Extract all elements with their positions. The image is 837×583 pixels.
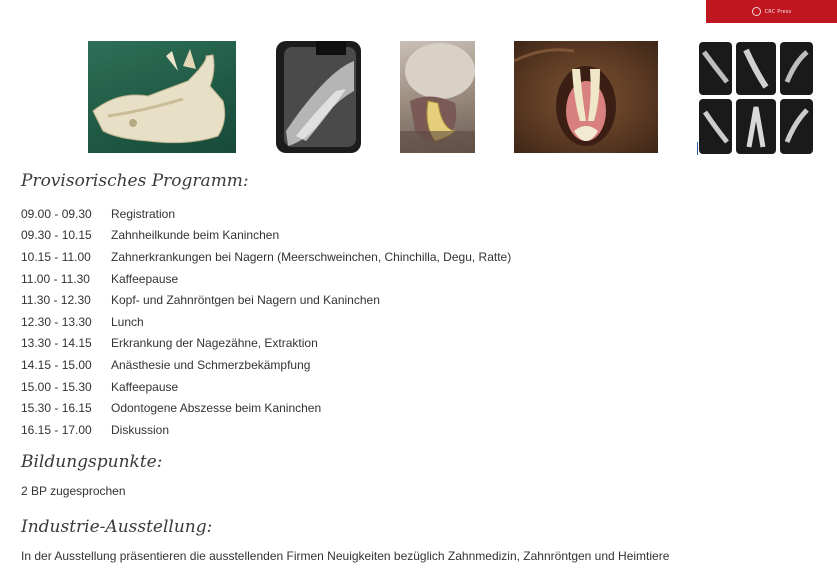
program-schedule xyxy=(21,203,721,441)
schedule-title: Zahnheilkunde beim Kaninchen xyxy=(111,228,280,243)
schedule-row xyxy=(21,354,721,376)
schedule-time: 11.00 - 11.30 xyxy=(21,271,90,286)
schedule-row xyxy=(21,225,721,247)
schedule-title: Registration xyxy=(111,206,176,221)
schedule-time: 09.00 - 09.30 xyxy=(21,206,92,221)
schedule-time: 14.15 - 15.00 xyxy=(21,357,92,372)
schedule-time: 10.15 - 11.00 xyxy=(21,249,91,264)
schedule-time: 11.30 - 12.30 xyxy=(21,293,91,308)
text-cursor xyxy=(697,142,698,155)
schedule-title: Kopf- und Zahnröntgen bei Nagern und Kaninchen xyxy=(111,293,380,308)
schedule-time: 15.30 - 16.15 xyxy=(21,401,92,416)
publisher-banner[interactable] xyxy=(706,0,837,23)
schedule-title: Diskussion xyxy=(111,422,170,437)
schedule-title: Zahnerkrankungen bei Nagern (Meerschweinchen, Chinchilla, Degu, Ratte) xyxy=(111,249,512,264)
banner-logo-text: CRC Press xyxy=(764,8,792,15)
schedule-title: Kaffeepause xyxy=(111,271,179,286)
schedule-time: 12.30 - 13.30 xyxy=(21,314,92,329)
schedule-time: 13.30 - 14.15 xyxy=(21,336,92,351)
jaw-bone-photo xyxy=(88,41,236,153)
schedule-row xyxy=(21,311,721,333)
industrie-heading: Industrie-Ausstellung: xyxy=(21,517,213,537)
program-heading: Provisorisches Programm: xyxy=(21,171,249,191)
schedule-row xyxy=(21,289,721,311)
schedule-row xyxy=(21,419,721,441)
bildung-heading: Bildungspunkte: xyxy=(21,452,163,472)
schedule-row xyxy=(21,376,721,398)
dental-xray-photo xyxy=(276,41,361,153)
xray-grid-photo xyxy=(699,42,815,154)
schedule-row xyxy=(21,268,721,290)
bildung-text: 2 BP zugesprochen xyxy=(21,484,126,498)
schedule-title: Odontogene Abszesse beim Kaninchen xyxy=(111,401,322,416)
rodent-mouth-photo xyxy=(514,41,658,153)
schedule-time: 16.15 - 17.00 xyxy=(21,422,92,437)
schedule-row xyxy=(21,246,721,268)
schedule-row xyxy=(21,333,721,355)
industrie-text: In der Ausstellung präsentieren die ausstellenden Firmen Neuigkeiten bezüglich Zahnmedizin, Zahnröntgen und Heimtiere xyxy=(21,549,670,563)
schedule-row xyxy=(21,397,721,419)
logo-icon xyxy=(752,7,761,16)
schedule-title: Lunch xyxy=(111,314,144,329)
schedule-title: Anästhesie und Schmerzbekämpfung xyxy=(111,357,311,372)
schedule-row xyxy=(21,203,721,225)
schedule-title: Erkrankung der Nagezähne, Extraktion xyxy=(111,336,318,351)
rabbit-incisors-photo xyxy=(400,41,475,153)
schedule-time: 15.00 - 15.30 xyxy=(21,379,92,394)
schedule-time: 09.30 - 10.15 xyxy=(21,228,92,243)
schedule-title: Kaffeepause xyxy=(111,379,179,394)
